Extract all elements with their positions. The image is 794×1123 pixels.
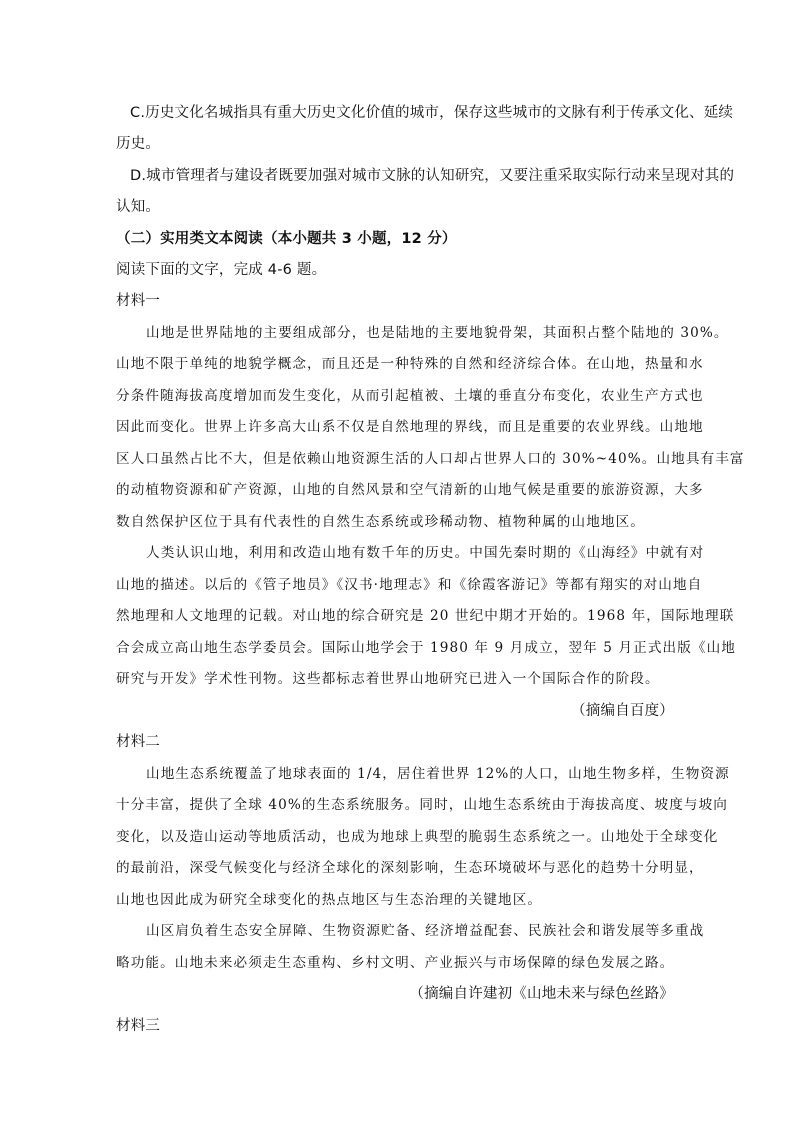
material-2-paragraph-1-line: 山地也因此成为研究全球变化的热点地区与生态治理的关键地区。 <box>116 892 543 908</box>
material-2-paragraph-1-line: 山地生态系统覆盖了地球表面的 1/4，居住着世界 12%的人口，山地生物多样，生物资源 <box>146 766 730 782</box>
material-1-source: （摘编自百度） <box>571 703 674 719</box>
material-1-paragraph-2-line: 然地理和人文地理的记载。对山地的综合研究是 20 世纪中期才开始的。1968 年，国际地理联 <box>116 608 735 624</box>
material-1-paragraph-2-line: 研究与开发》学术性刊物。这些都标志着世界山地研究已进入一个国际合作的阶段。 <box>116 671 660 687</box>
material-1-paragraph-1-line: 山地是世界陆地的主要组成部分，也是陆地的主要地貌骨架，其面积占整个陆地的 30%。 <box>146 325 729 341</box>
material-1-paragraph-1-line: 山地不限于单纯的地貌学概念，而且还是一种特殊的自然和经济综合体。在山地，热量和水 <box>116 356 704 372</box>
material-1-paragraph-1-line: 分条件随海拔高度增加而发生变化，从而引起植被、土壤的垂直分布变化，农业生产方式也 <box>116 388 704 404</box>
option-d-line-1: D.城市管理者与建设者既要加强对城市文脉的认知研究，又要注重采取实际行动来呈现对其的 <box>130 168 735 184</box>
option-d-line-2: 认知。 <box>116 199 161 215</box>
material-2-paragraph-1-line: 十分丰富，提供了全球 40%的生态系统服务。同时，山地生态系统由于海拔高度、坡度与坡向 <box>116 797 728 813</box>
material-1-paragraph-2-line: 人类认识山地，利用和改造山地有数千年的历史。中国先秦时期的《山海经》中就有对 <box>146 545 705 561</box>
material-2-label: 材料二 <box>116 734 161 750</box>
material-1-label: 材料一 <box>116 293 161 309</box>
material-2-paragraph-1-line: 的最前沿，深受气候变化与经济全球化的深刻影响，生态环境破坏与恶化的趋势十分明显， <box>116 860 704 876</box>
material-1-paragraph-1-line: 区人口虽然占比不大，但是依赖山地资源生活的人口却占世界人口的 30%~40%。山地具有丰富 <box>116 451 745 467</box>
material-2-paragraph-1-line: 变化，以及造山运动等地质活动，也成为地球上典型的脆弱生态系统之一。山地处于全球变化 <box>116 829 719 845</box>
option-c-line-2: 历史。 <box>116 136 161 152</box>
material-2-paragraph-2-line: 山区肩负着生态安全屏障、生物资源贮备、经济增益配套、民族社会和谐发展等多重战 <box>146 923 705 939</box>
material-1-paragraph-2-line: 山地的描述。以后的《管子地员》《汉书·地理志》和《徐霞客游记》等都有翔实的对山地自 <box>116 577 703 593</box>
material-1-paragraph-1-line: 的动植物资源和矿产资源，山地的自然风景和空气清新的山地气候是重要的旅游资源，大多 <box>116 482 704 498</box>
material-2-source: （摘编自许建初《山地未来与绿色丝路》 <box>409 986 674 1002</box>
material-1-paragraph-1-line: 数自然保护区位于具有代表性的自然生态系统或珍稀动物、植物种属的山地地区。 <box>116 514 645 530</box>
material-1-paragraph-2-line: 合会成立高山地生态学委员会。国际山地学会于 1980 年 9 月成立，翌年 5 月正式出版《山地 <box>116 640 736 656</box>
material-3-label: 材料三 <box>116 1018 161 1034</box>
section-heading: （二）实用类文本阅读（本小题共 3 小题，12 分） <box>116 231 457 247</box>
section-instruction: 阅读下面的文字，完成 4-6 题。 <box>116 262 327 278</box>
material-1-paragraph-1-line: 因此而变化。世界上许多高大山系不仅是自然地理的界线，而且是重要的农业界线。山地地 <box>116 419 704 435</box>
material-2-paragraph-2-line: 略功能。山地未来必须走生态重构、乡村文明、产业振兴与市场保障的绿色发展之路。 <box>116 955 675 971</box>
option-c-line-1: C.历史文化名城指具有重大历史文化价值的城市，保存这些城市的文脉有利于传承文化、延续 <box>130 105 734 121</box>
